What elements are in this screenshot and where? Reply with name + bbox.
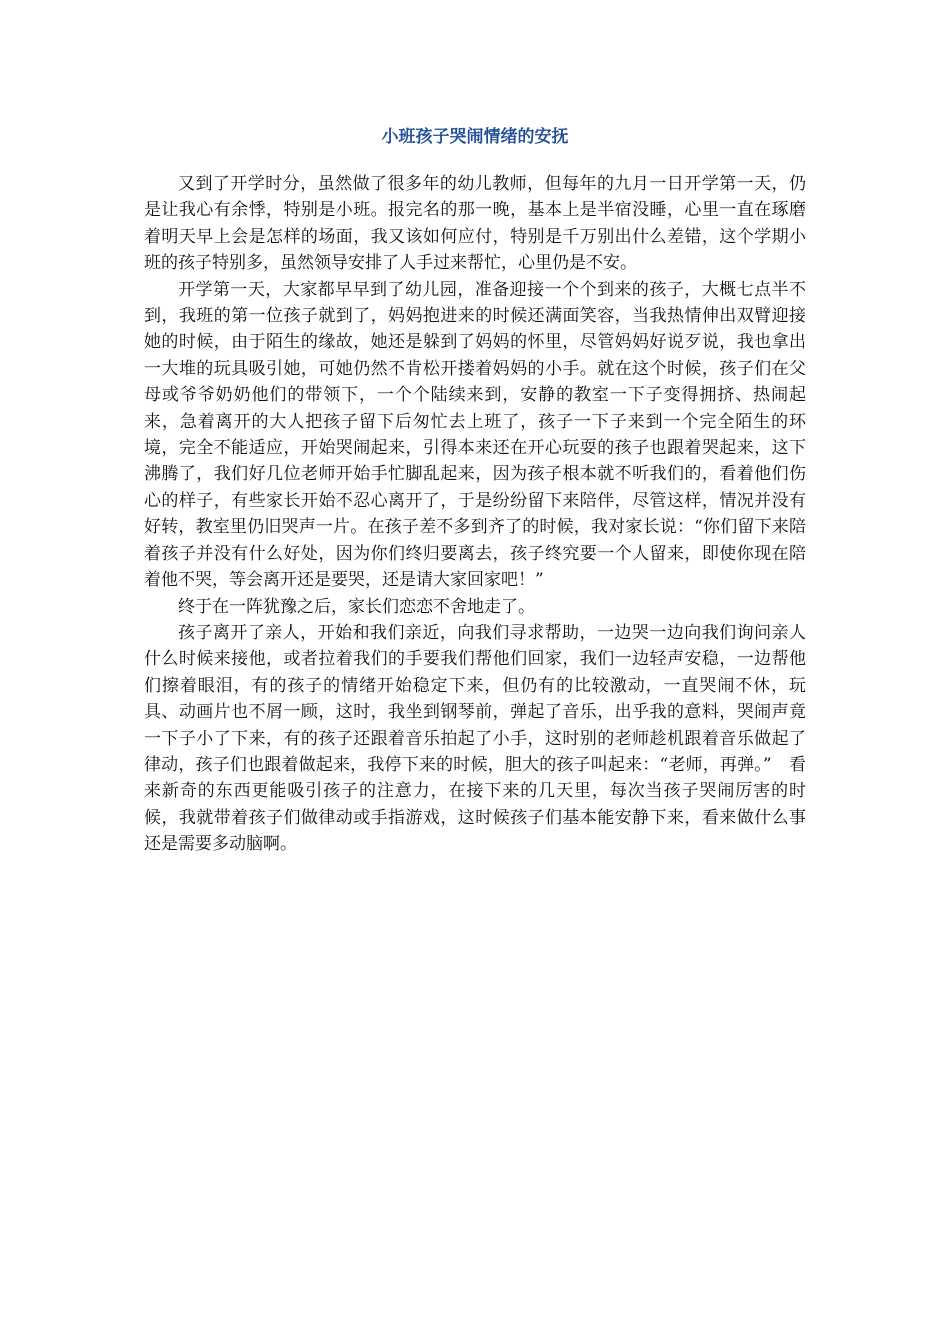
paragraph: 孩子离开了亲人，开始和我们亲近，向我们寻求帮助，一边哭一边向我们询问亲人什么时候来接他，或者拉着我们的手要我们帮他们回家，我们一边轻声安稳，一边帮他们擦着眼泪，有的孩子的情绪开始稳定下来，但仍有的比较激动，一直哭闹不休，玩具、动画片也不屑一顾，这时，我坐到钢琴前，弹起了音乐，出乎我的意料，哭闹声竟一下子小了下来，有的孩子还跟着音乐拍起了小手，这时别的老师趁机跟着音乐做起了律动，孩子们也跟着做起来，我停下来的时候，胆大的孩子叫起来：“老师，再弹。” 看来新奇的东西更能吸引孩子的注意力，在接下来的几天里，每次当孩子哭闹厉害的时候，我就带着孩子们做律动或手指游戏，这时候孩子们基本能安静下来，看来做什么事还是需要多动脑啊。: [144, 622, 806, 855]
paragraph: 开学第一天，大家都早早到了幼儿园，准备迎接一个个到来的孩子，大概七点半不到，我班的第一位孩子就到了，妈妈抱进来的时候还满面笑容，当我热情伸出双臂迎接她的时候，由于陌生的缘故，她还是躲到了妈妈的怀里，尽管妈妈好说歹说，我也拿出一大堆的玩具吸引她，可她仍然不肯松开搂着妈妈的小手。就在这个时候，孩子们在父母或爷爷奶奶他们的带领下，一个个陆续来到，安静的教室一下子变得拥挤、热闹起来，急着离开的大人把孩子留下后匆忙去上班了，孩子一下子来到一个完全陌生的环境，完全不能适应，开始哭闹起来，引得本来还在开心玩耍的孩子也跟着哭起来，这下沸腾了，我们好几位老师开始手忙脚乱起来，因为孩子根本就不听我们的，看着他们伤心的样子，有些家长开始不忍心离开了，于是纷纷留下来陪伴，尽管这样，情况并没有好转，教室里仍旧哭声一片。在孩子差不多到齐了的时候，我对家长说：“你们留下来陪着孩子并没有什么好处，因为你们终归要离去，孩子终究要一个人留来，即使你现在陪着他不哭，等会离开还是要哭，还是请大家回家吧！”: [144, 279, 806, 591]
paragraph: 终于在一阵犹豫之后，家长们恋恋不舍地走了。: [178, 596, 535, 617]
paragraph: 又到了开学时分，虽然做了很多年的幼儿教师，但每年的九月一日开学第一天，仍是让我心有余悸，特别是小班。报完名的那一晚，基本上是半宿没睡，心里一直在琢磨着明天早上会是怎样的场面，我又该如何应付，特别是千万别出什么差错，这个学期小班的孩子特别多，虽然领导安排了人手过来帮忙，心里仍是不安。: [144, 174, 806, 274]
document-title: 小班孩子哭闹情绪的安抚: [381, 127, 569, 147]
document-body: [144, 171, 806, 858]
